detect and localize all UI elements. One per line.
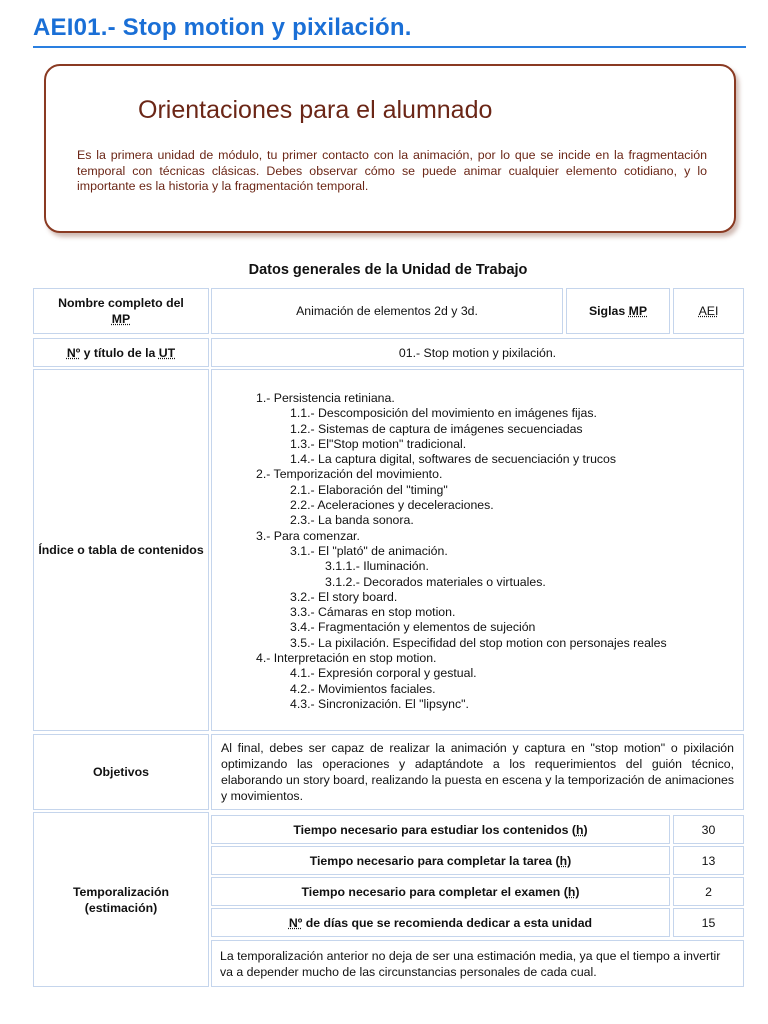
- nombre-label-abbr: MP: [111, 312, 131, 326]
- tiempo-label-unit: Nº: [288, 915, 303, 930]
- indice-item: 1.3.- El"Stop motion" tradicional.: [290, 436, 467, 451]
- tiempo-value: 30: [673, 815, 744, 844]
- temporalizacion-sublabel: (estimación): [84, 900, 158, 915]
- tiempo-label: [211, 815, 670, 844]
- tiempo-value: 15: [673, 908, 744, 937]
- nombre-label: Nombre completo del: [58, 296, 184, 310]
- indice-item: 2.- Temporización del movimiento.: [256, 467, 443, 482]
- ut-label-abbr: UT: [158, 345, 176, 360]
- indice-item: 4.3.- Sincronización. El "lipsync".: [290, 696, 469, 711]
- indice-item: 1.2.- Sistemas de captura de imágenes secuenciadas: [290, 421, 583, 436]
- indice-item: 1.4.- La captura digital, softwares de secuenciación y trucos: [290, 452, 617, 467]
- temporalizacion-label: Temporalización: [72, 884, 170, 899]
- siglas-value-text: AEI: [698, 304, 719, 318]
- tiempo-value: 13: [673, 846, 744, 875]
- ut-label: y título de la: [80, 345, 159, 360]
- orientaciones-text: Es la primera unidad de módulo, tu primer contacto con la animación, por lo que se incide en la fragmentación temporal con técnicas clásicas. Debes observar cómo se puede animar cualquier elemento cotidiano, y lo importante es la historia y la fragmentación temporal.: [77, 148, 707, 193]
- datos-heading: Datos generales de la Unidad de Trabajo: [248, 262, 528, 278]
- indice-label: Índice o tabla de contenidos: [33, 369, 209, 731]
- indice-item: 2.2.- Aceleraciones y deceleraciones.: [290, 498, 494, 513]
- indice-item: 4.2.- Movimientos faciales.: [290, 681, 436, 696]
- nombre-label-cell: [33, 288, 209, 334]
- tiempo-value: 2: [673, 877, 744, 906]
- tiempo-label-pre: Tiempo necesario para completar la tarea (: [309, 853, 560, 868]
- indice-item: 3.1.1.- Iluminación.: [325, 559, 429, 574]
- tiempo-label-unit: h: [576, 822, 584, 837]
- objetivos-label: Objetivos: [33, 734, 209, 810]
- indice-item: 2.1.- Elaboración del "timing": [290, 482, 448, 497]
- siglas-label-cell: [566, 288, 670, 334]
- temporalizacion-label-cell: [33, 812, 209, 987]
- siglas-label: Siglas: [588, 304, 626, 318]
- tiempo-label: [211, 877, 670, 906]
- tiempo-label-post: de días que se recomienda dedicar a esta unidad: [302, 915, 593, 930]
- tiempo-label-post: ): [583, 822, 588, 837]
- tiempo-label-pre: Tiempo necesario para completar el examen (: [301, 884, 568, 899]
- page-title: AEI01.- Stop motion y pixilación.: [33, 14, 412, 41]
- ut-label-num: Nº: [66, 345, 81, 360]
- tiempo-label-post: ): [567, 853, 572, 868]
- objetivos-text: Al final, debes ser capaz de realizar la animación y captura en "stop motion" o pixilación optimizando las operaciones y adaptándote a los requerimientos del guión técnico, elaborando un story board, realizando la puesta en escena y la temporización de animaciones y movimientos.: [211, 734, 744, 810]
- tiempo-label: [211, 908, 670, 937]
- tiempo-label: [211, 846, 670, 875]
- siglas-value: [673, 288, 744, 334]
- title-divider: [33, 46, 746, 48]
- tiempo-label-pre: Tiempo necesario para estudiar los contenidos (: [293, 822, 577, 837]
- indice-item: 4.1.- Expresión corporal y gestual.: [290, 666, 477, 681]
- indice-item: 1.1.- Descomposición del movimiento en imágenes fijas.: [290, 406, 597, 421]
- indice-item: 3.5.- La pixilación. Especifidad del stop motion con personajes reales: [290, 635, 667, 650]
- orientaciones-title: Orientaciones para el alumnado: [138, 96, 493, 124]
- indice-item: 3.1.2.- Decorados materiales o virtuales.: [325, 574, 546, 589]
- indice-item: 3.4.- Fragmentación y elementos de sujeción: [290, 620, 536, 635]
- indice-item: 3.3.- Cámaras en stop motion.: [290, 605, 456, 620]
- indice-item: 3.- Para comenzar.: [256, 528, 360, 543]
- ut-value: 01.- Stop motion y pixilación.: [211, 338, 744, 367]
- tiempo-label-post: ): [575, 884, 580, 899]
- tiempo-label-unit: h: [567, 884, 576, 899]
- indice-item: 3.1.- El "plató" de animación.: [290, 543, 448, 558]
- indice-item: 3.2.- El story board.: [290, 589, 398, 604]
- ut-label-cell: [33, 338, 209, 367]
- orientaciones-panel: [44, 64, 736, 233]
- indice-item: 4.- Interpretación en stop motion.: [256, 651, 437, 666]
- siglas-label-abbr: MP: [628, 304, 648, 318]
- nombre-value: Animación de elementos 2d y 3d.: [211, 288, 563, 334]
- indice-item: 2.3.- La banda sonora.: [290, 513, 414, 528]
- temporalizacion-nota: La temporalización anterior no deja de ser una estimación media, ya que el tiempo a invertir va a depender mucho de las circunstancias personales de cada cual.: [211, 940, 744, 987]
- tiempo-label-unit: h: [559, 853, 568, 868]
- indice-list: [211, 369, 744, 731]
- indice-item: 1.- Persistencia retiniana.: [256, 391, 395, 405]
